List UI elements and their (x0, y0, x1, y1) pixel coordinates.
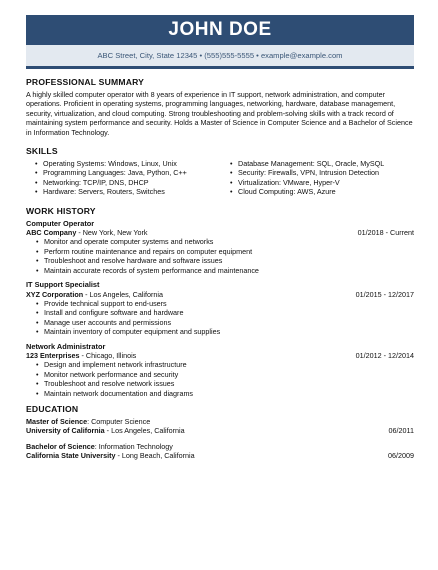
skills-section (26, 146, 414, 197)
skill-item: • Networking: TCP/IP, DNS, DHCP (34, 178, 219, 187)
company-name: ABC Company (26, 228, 77, 238)
job-entry (26, 280, 414, 336)
job-title: Computer Operator (26, 218, 95, 228)
job-employer (26, 351, 136, 360)
duty-item: • Perform routine maintenance and repairs on computer equipment (35, 247, 414, 256)
job-dates: 01/2012 - 12/2014 (355, 350, 414, 360)
job-duties (26, 237, 414, 275)
duty-item: • Troubleshoot and resolve network issues (35, 379, 414, 388)
school-name: University of California (26, 426, 105, 436)
duty-item: • Monitor and operate computer systems and networks (35, 237, 414, 246)
school-location: - Los Angeles, California (104, 426, 185, 436)
duty-item: • Maintain accurate records of system performance and maintenance (35, 266, 414, 275)
company-name: XYZ Corporation (26, 289, 84, 299)
candidate-name: JOHN DOE (168, 19, 272, 40)
school-line (26, 451, 195, 460)
skills-grid (34, 159, 414, 197)
job-duties (26, 299, 414, 337)
work-history-heading: WORK HISTORY (26, 205, 96, 216)
education-entry (26, 417, 414, 436)
skill-item: • Cloud Computing: AWS, Azure (229, 187, 414, 196)
degree-line (26, 417, 150, 426)
skill-item: • Database Management: SQL, Oracle, MySQL (229, 159, 414, 168)
work-history-section (26, 206, 414, 398)
skills-heading: SKILLS (26, 146, 58, 157)
graduation-date: 06/2009 (388, 451, 414, 461)
job-dates: 01/2018 - Current (357, 228, 414, 238)
duty-item: • Provide technical support to end-users (35, 299, 414, 308)
job-title: Network Administrator (26, 341, 106, 351)
graduation-date: 06/2011 (388, 426, 414, 436)
skill-item: • Security: Firewalls, VPN, Intrusion Detection (229, 168, 414, 177)
resume-body (26, 72, 414, 467)
degree-line (26, 442, 173, 451)
duty-item: • Design and implement network infrastructure (35, 360, 414, 369)
duty-item: • Monitor network performance and security (35, 370, 414, 379)
skill-item: • Virtualization: VMware, Hyper-V (229, 178, 414, 187)
company-location: - Chicago, Illinois (79, 350, 137, 360)
summary-section (26, 77, 414, 137)
contact-info: ABC Street, City, State 12345 • (555)555-5555 • example@example.com (97, 51, 343, 60)
skill-item: • Programming Languages: Java, Python, C++ (34, 168, 219, 177)
duty-item: • Manage user accounts and permissions (35, 318, 414, 327)
company-location: - New York, New York (76, 228, 148, 238)
duty-item: • Maintain inventory of computer equipment and supplies (35, 327, 414, 336)
job-employer (26, 228, 147, 237)
school-name: California State University (26, 451, 116, 461)
job-employer (26, 290, 163, 299)
job-duties (26, 360, 414, 398)
job-entry (26, 219, 414, 275)
skills-column-left (34, 159, 219, 197)
duty-item: • Troubleshoot and resolve hardware and software issues (35, 256, 414, 265)
skills-column-right (229, 159, 414, 197)
job-title: IT Support Specialist (26, 280, 100, 290)
job-entry (26, 342, 414, 398)
duty-item: • Install and configure software and hardware (35, 308, 414, 317)
duty-item: • Maintain network documentation and diagrams (35, 389, 414, 398)
degree-name: Bachelor of Science (26, 441, 95, 451)
school-location: - Long Beach, California (115, 451, 195, 461)
skill-item: • Hardware: Servers, Routers, Switches (34, 187, 219, 196)
company-name: 123 Enterprises (26, 350, 80, 360)
education-section (26, 404, 414, 461)
company-location: - Los Angeles, California (83, 289, 164, 299)
job-dates: 01/2015 - 12/2017 (355, 289, 414, 299)
name-banner (26, 15, 414, 45)
degree-field: : Information Technology (94, 441, 173, 451)
degree-field: : Computer Science (87, 416, 151, 426)
skill-item: • Operating Systems: Windows, Linux, Unix (34, 159, 219, 168)
contact-bar (26, 45, 414, 69)
summary-heading: PROFESSIONAL SUMMARY (26, 77, 145, 87)
education-entry (26, 442, 414, 461)
summary-text: A highly skilled computer operator with 8 years of experience in IT support, network administration, and computer operations. Proficient in operating systems, programming languages, networking, hardware, database management, security, virtualization, and cloud computing. Strong troubleshooting and problem-solving skills with a track record of maintaining system performance and security. Holds a Master of Science in Computer Science and a Bachelor of Science in Information Technology. (26, 90, 413, 137)
degree-name: Master of Science (26, 416, 88, 426)
school-line (26, 426, 185, 435)
education-heading: EDUCATION (26, 403, 79, 414)
